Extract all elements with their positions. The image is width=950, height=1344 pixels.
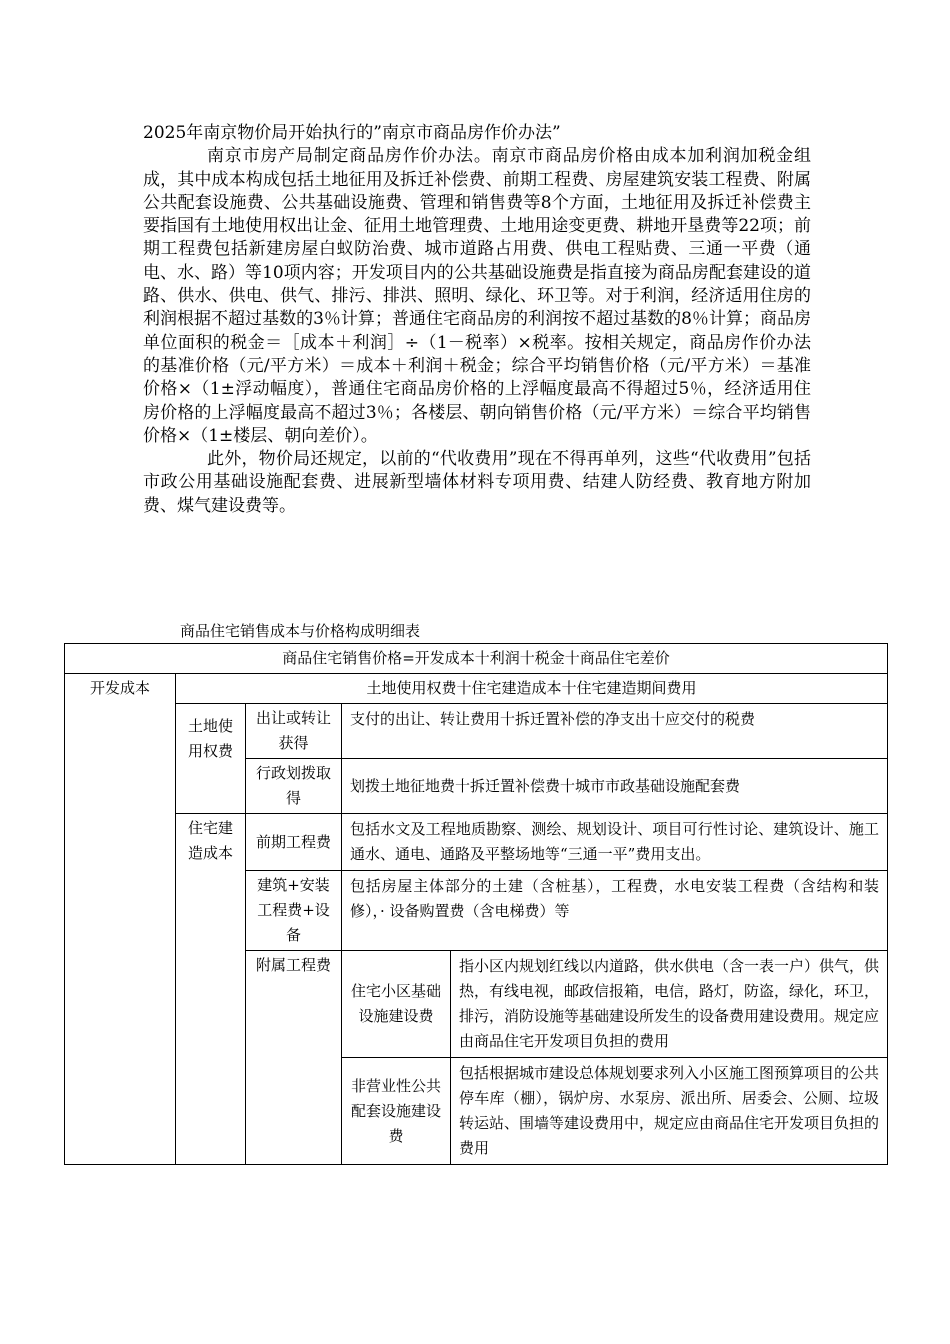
table-row: [65, 644, 888, 674]
ancillary-item-desc: 指小区内规划红线以内道路，供水供电（含一表一户）供气，供热，有线电视，邮政信报箱，电信，路灯，防盗，绿化，环卫，排污，消防设施等基础建设所发生的设备费用建设费用。规定应由商品住宅开发项目负担的费用: [451, 951, 888, 1058]
land-row-label: 出让或转让获得: [246, 704, 342, 759]
table-row: [65, 704, 888, 759]
dev-cost-formula: 土地使用权费十住宅建造成本十住宅建造期间费用: [176, 674, 888, 704]
cost-table: [64, 643, 888, 1165]
dev-cost-label: 开发成本: [65, 674, 176, 1165]
article-paragraph-1: 南京市房产局制定商品房作价办法。南京市商品房价格由成本加利润加税金组成，其中成本构成包括土地征用及拆迁补偿费、前期工程费、房屋建筑安装工程费、附属公共配套设施费、公共基础设施费、管理和销售费等8个方面，土地征用及拆迁补偿费主要指国有土地使用权出让金、征用土地管理费、土地用途变更费、耕地开垦费等22项；前期工程费包括新建房屋白蚁防治费、城市道路占用费、供电工程贴费、三通一平费（通电、水、路）等10项内容；开发项目内的公共基础设施费是指直接为商品房配套建设的道路、供水、供电、供气、排污、排洪、照明、绿化、环卫等。对于利润，经济适用住房的利润根据不超过基数的3％计算；普通住宅商品房的利润按不超过基数的8％计算；商品房单位面积的税金＝［成本＋利润］÷（1－税率）×税率。按相关规定，商品房作价办法的基准价格（元/平方米）＝成本＋利润＋税金；综合平均销售价格（元/平方米）＝基准价格×（1±浮动幅度），普通住宅商品房价格的上浮幅度最高不得超过5％，经济适用住房价格的上浮幅度最高不超过3％；各楼层、朝向销售价格（元/平方米）＝综合平均销售价格×（1±楼层、朝向差价）。: [143, 146, 811, 446]
price-formula-header: 商品住宅销售价格=开发成本十利润十税金十商品住宅差价: [65, 644, 888, 674]
prelim-fee-label: 前期工程费: [246, 814, 342, 871]
prelim-fee-desc: 包括水文及工程地质勘察、测绘、规划设计、项目可行性讨论、建筑设计、施工通水、通电、通路及平整场地等“三通一平”费用支出。: [342, 814, 888, 871]
article-title: 2025年南京物价局开始执行的”南京市商品房作价办法”: [143, 123, 561, 143]
land-row-desc: 划拨土地征地费十拆迁置补偿费十城市市政基础设施配套费: [342, 759, 888, 814]
table-row: [65, 674, 888, 704]
ancillary-item-label: 住宅小区基础设施建设费: [342, 951, 451, 1058]
land-row-label: 行政划拨取得: [246, 759, 342, 814]
land-row-desc: 支付的出让、转让费用十拆迁置补偿的净支出十应交付的税费: [342, 704, 888, 759]
table-caption: 商品住宅销售成本与价格构成明细表: [180, 622, 421, 640]
ancillary-item-desc: 包括根据城市建设总体规划要求列入小区施工图预算项目的公共停车库（棚），锅炉房、水泵房、派出所、居委会、公厕、垃圾转运站、围墙等建设费用中，规定应由商品住宅开发项目负担的费用: [451, 1058, 888, 1165]
install-fee-label: 建筑+安装工程费+设备: [246, 871, 342, 951]
ancillary-item-label: 非营业性公共配套设施建设费: [342, 1058, 451, 1165]
article: [143, 122, 811, 518]
article-paragraph-2: 此外，物价局还规定，以前的“代收费用”现在不得再单列，这些“代收费用”包括市政公用基础设施配套费、进展新型墙体材料专项用费、结建人防经费、教育地方附加费、煤气建设费等。: [143, 449, 811, 516]
build-cost-label: 住宅建造成本: [176, 814, 246, 1165]
ancillary-fee-label: 附属工程费: [246, 951, 342, 1165]
table-row: [65, 814, 888, 871]
install-fee-desc: 包括房屋主体部分的土建（含桩基），工程费，水电安装工程费（含结构和装修），· 设备购置费（含电梯费）等: [342, 871, 888, 951]
land-fee-label: 土地使用权费: [176, 704, 246, 814]
